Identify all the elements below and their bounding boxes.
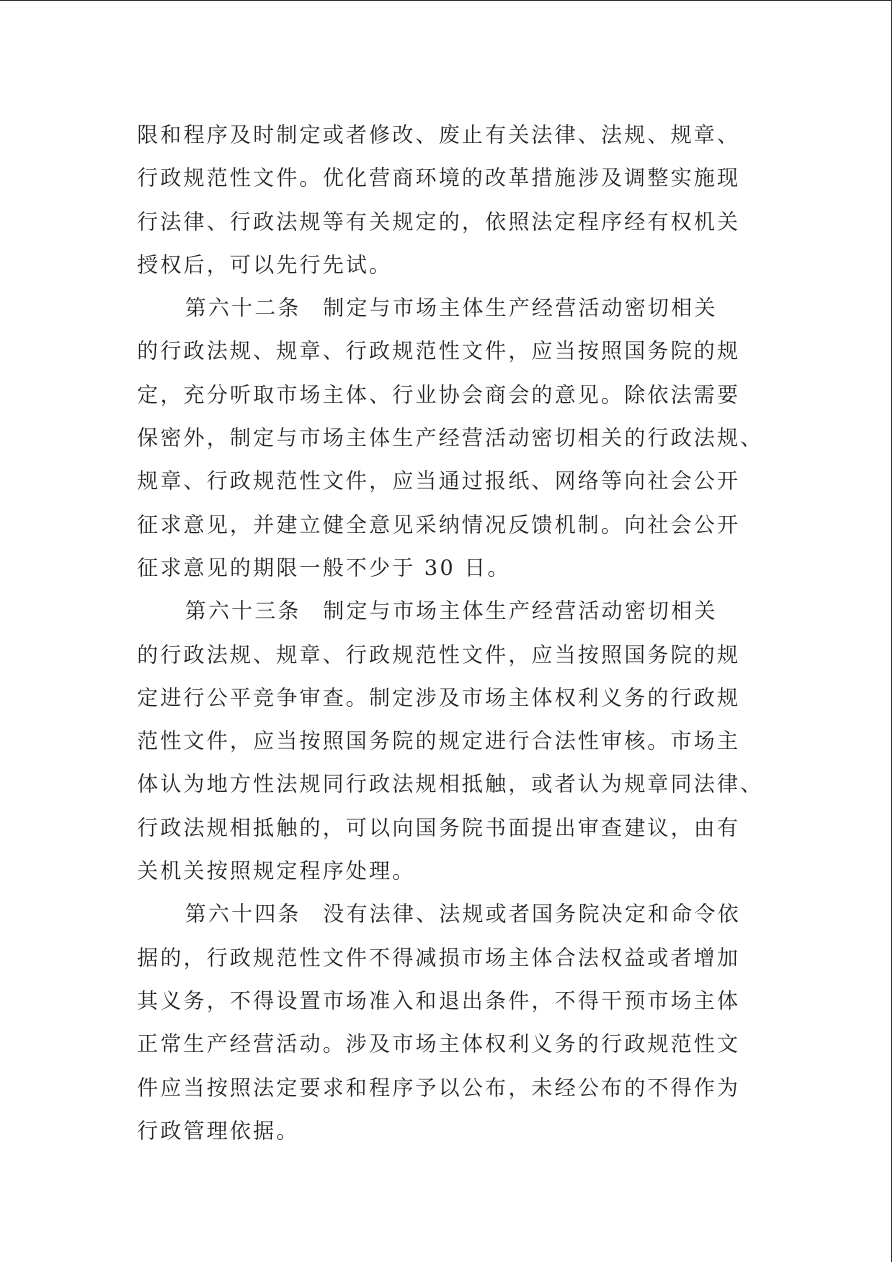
text-line: 授权后，可以先行先试。 [137, 252, 393, 277]
article-first-line [137, 893, 777, 936]
text-line: 限和程序及时制定或者修改、废止有关法律、法规、规章、 [137, 123, 741, 147]
article-number: 第六十四条 [185, 902, 301, 927]
text-line: 其义务，不得设置市场准入和退出条件，不得干预市场主体 [137, 988, 741, 1013]
text-line: 范性文件，应当按照国务院的规定进行合法性审核。市场主 [137, 729, 741, 754]
text-line: 件应当按照法定要求和程序予以公布，未经公布的不得作为 [137, 1075, 741, 1100]
text-line: 正常生产经营活动。涉及市场主体权利义务的行政规范性文 [137, 1032, 741, 1057]
article-64 [137, 893, 777, 1153]
text-line: 体认为地方性法规同行政法规相抵触，或者认为规章同法律、 [137, 772, 764, 797]
text-line: 定，充分听取市场主体、行业协会商会的意见。除依法需要 [137, 382, 741, 407]
text-line: 保密外，制定与市场主体生产经营活动密切相关的行政法规、 [137, 426, 764, 451]
text-line: 的行政法规、规章、行政规范性文件，应当按照国务院的规 [137, 642, 741, 667]
text-line: 据的，行政规范性文件不得减损市场主体合法权益或者增加 [137, 945, 741, 970]
text-line: 行法律、行政法规等有关规定的，依照法定程序经有权机关 [137, 209, 741, 234]
text-line: 征求意见的期限一般不少于 30 日。 [137, 555, 511, 580]
article-first-line [137, 590, 777, 633]
article-first-line [137, 287, 777, 330]
article-63 [137, 590, 777, 893]
text-line: 行政管理依据。 [137, 1118, 300, 1143]
text-line: 征求意见，并建立健全意见采纳情况反馈机制。向社会公开 [137, 512, 741, 537]
text-line: 定进行公平竞争审查。制定涉及市场主体权利义务的行政规 [137, 685, 741, 710]
text-line: 的行政法规、规章、行政规范性文件，应当按照国务院的规 [137, 339, 741, 364]
article-text: 制定与市场主体生产经营活动密切相关 [323, 599, 718, 624]
text-line: 关机关按照规定程序处理。 [137, 859, 416, 884]
article-text: 没有法律、法规或者国务院决定和命令依 [323, 902, 741, 927]
document-body [137, 114, 777, 1153]
text-line: 行政法规相抵触的，可以向国务院书面提出审查建议，由有 [137, 815, 741, 840]
text-line: 规章、行政规范性文件，应当通过报纸、网络等向社会公开 [137, 469, 741, 494]
article-text: 制定与市场主体生产经营活动密切相关 [323, 296, 718, 321]
continuation-paragraph [137, 114, 777, 287]
text-line: 行政规范性文件。优化营商环境的改革措施涉及调整实施现 [137, 166, 741, 191]
article-number: 第六十三条 [185, 599, 301, 624]
article-62 [137, 287, 777, 590]
article-number: 第六十二条 [185, 296, 301, 321]
